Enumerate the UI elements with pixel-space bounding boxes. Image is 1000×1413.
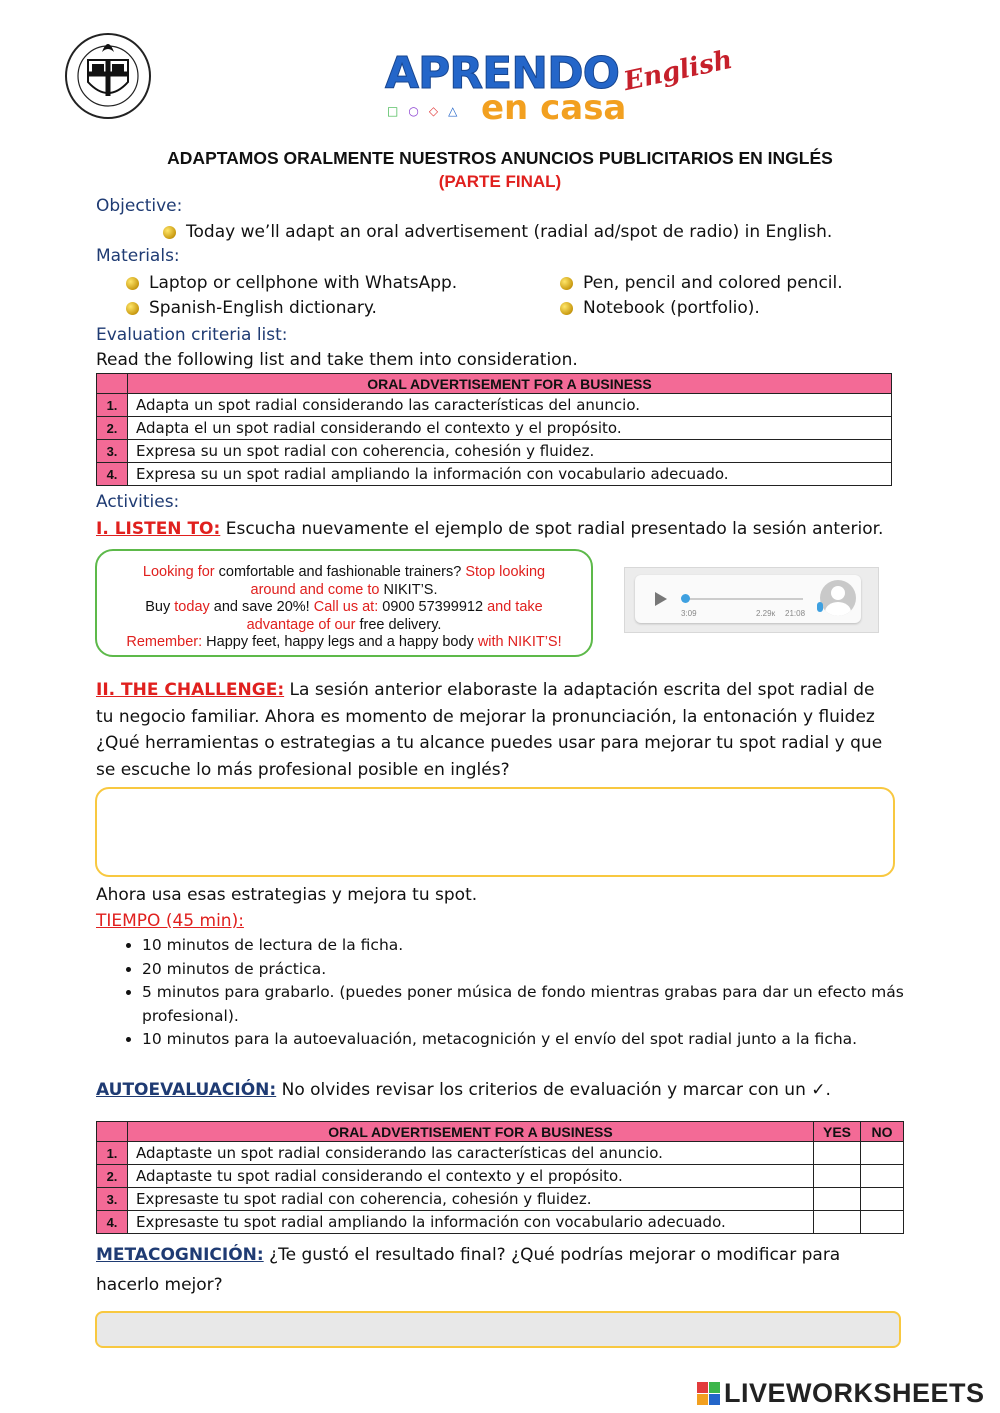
material-item: Laptop or cellphone with WhatsApp. [126, 273, 457, 293]
bullet-icon [560, 302, 573, 315]
criteria-table [96, 373, 892, 486]
self-eval-instruction: AUTOEVALUACIÓN: No olvides revisar los criterios de evaluación y marcar con un ✓. [96, 1080, 831, 1100]
ad-text-box: Looking for comfortable and fashionable trainers? Stop looking around and come to NIKIT’S. Buy today and save 20%! Call us at: 0900 57399912 and take advantage of our free delivery. Remember: Happy feet, happy legs and a happy body with NIKIT’S! [95, 549, 593, 657]
criteria-label: Evaluation criteria list: [96, 325, 288, 345]
no-checkbox[interactable] [861, 1211, 904, 1234]
time-label: TIEMPO (45 min): [96, 911, 244, 931]
objective-text: Today we’ll adapt an oral advertisement (radial ad/spot de radio) in English. [186, 222, 833, 242]
logo-aprendo: APRENDO [385, 48, 619, 99]
bullet-icon [163, 226, 176, 239]
no-checkbox[interactable] [861, 1142, 904, 1165]
no-column-header: NO [861, 1122, 904, 1142]
page-subtitle: (PARTE FINAL) [438, 172, 562, 191]
no-checkbox[interactable] [861, 1165, 904, 1188]
bullet-icon [126, 277, 139, 290]
yes-column-header: YES [814, 1122, 861, 1142]
logo-script: English [621, 44, 736, 98]
time-list [96, 934, 906, 1052]
after-text: Ahora usa esas estrategias y mejora tu spot. [96, 885, 478, 905]
play-icon[interactable] [655, 592, 667, 606]
objective-label: Objective: [96, 196, 183, 216]
logo-en-casa: en casa [481, 88, 627, 128]
material-item: Spanish-English dictionary. [126, 298, 377, 318]
table-header-row [97, 1122, 904, 1142]
listen-instruction: I. LISTEN TO: Escucha nuevamente el ejemplo de spot radial presentado la sesión anterior. [96, 519, 884, 539]
yes-checkbox[interactable] [814, 1142, 861, 1165]
audio-size: 2.29к [756, 609, 776, 618]
list-item: • 20 minutos de práctica. [142, 958, 906, 982]
yes-checkbox[interactable] [814, 1188, 861, 1211]
brand-logo [385, 44, 736, 132]
yes-checkbox[interactable] [814, 1211, 861, 1234]
school-seal [62, 30, 154, 122]
table-row: 3. Expresa su un spot radial con coherencia, cohesión y fluidez. [97, 440, 892, 463]
criteria-intro: Read the following list and take them into consideration. [96, 350, 578, 370]
table-row: 4. Expresa su un spot radial ampliando la información con vocabulario adecuado. [97, 463, 892, 486]
liveworksheets-brand: LIVEWORKSHEETS [724, 1378, 985, 1408]
table-row: 2. Adapta el un spot radial considerando el contexto y el propósito. [97, 417, 892, 440]
liveworksheets-logo-icon [697, 1382, 721, 1406]
bullet-icon [560, 277, 573, 290]
bullet-icon [126, 302, 139, 315]
objective-item [163, 222, 832, 242]
activities-label: Activities: [96, 492, 180, 512]
self-eval-table [96, 1121, 904, 1234]
yes-checkbox[interactable] [814, 1165, 861, 1188]
list-item: • 10 minutos de lectura de la ficha. [142, 934, 906, 958]
table-row: 1. Adaptaste un spot radial considerando las características del anuncio. [97, 1142, 904, 1165]
table-row: 4. Expresaste tu spot radial ampliando la información con vocabulario adecuado. [97, 1211, 904, 1234]
self-eval-label: AUTOEVALUACIÓN: [96, 1080, 277, 1100]
answer-box-metacognition[interactable] [95, 1311, 901, 1348]
criteria-table-header: ORAL ADVERTISEMENT FOR A BUSINESS [128, 374, 892, 394]
list-item: • 5 minutos para grabarlo. (puedes poner música de fondo mientras grabas para dar un efecto más profesional). [142, 981, 906, 1028]
avatar [820, 580, 856, 616]
material-item: Notebook (portfolio). [560, 298, 760, 318]
metacognition-label: METACOGNICIÓN: [96, 1245, 264, 1265]
page-title: ADAPTAMOS ORALMENTE NUESTROS ANUNCIOS PUBLICITARIOS EN INGLÉS [167, 148, 833, 168]
self-eval-table-header: ORAL ADVERTISEMENT FOR A BUSINESS [128, 1122, 814, 1142]
challenge-text: II. THE CHALLENGE: La sesión anterior elaboraste la adaptación escrita del spot radial de tu negocio familiar. Ahora es momento de mejorar la pronunciación, la entonación y fluidez ¿Qué herramientas o estrategias a tu alcance puedes usar para mejorar tu spot radial y que se escuche lo más profesional posible en inglés? [96, 680, 883, 780]
microphone-icon [817, 602, 823, 612]
material-item: Pen, pencil and colored pencil. [560, 273, 843, 293]
audio-current-time: 3:09 [681, 609, 697, 618]
metacognition-text: METACOGNICIÓN: ¿Te gustó el resultado final? ¿Qué podrías mejorar o modificar para hacerlo mejor? [96, 1245, 841, 1295]
list-item: • 10 minutos para la autoevaluación, metacognición y el envío del spot radial junto a la ficha. [142, 1028, 906, 1052]
audio-progress-track[interactable] [683, 598, 803, 600]
table-row: 1. Adapta un spot radial considerando las características del anuncio. [97, 394, 892, 417]
answer-box-strategies[interactable] [95, 787, 895, 877]
table-row: 3. Expresaste tu spot radial con coherencia, cohesión y fluidez. [97, 1188, 904, 1211]
listen-label: I. LISTEN TO: [96, 519, 221, 539]
audio-progress-knob[interactable] [681, 594, 690, 603]
no-checkbox[interactable] [861, 1188, 904, 1211]
table-header-row [97, 374, 892, 394]
table-row: 2. Adaptaste tu spot radial considerando el contexto y el propósito. [97, 1165, 904, 1188]
challenge-label: II. THE CHALLENGE: [96, 680, 285, 700]
audio-player[interactable] [624, 567, 879, 633]
audio-duration: 21:08 [785, 609, 806, 618]
materials-label: Materials: [96, 246, 180, 266]
logo-shapes: □○◇△ [387, 104, 468, 118]
